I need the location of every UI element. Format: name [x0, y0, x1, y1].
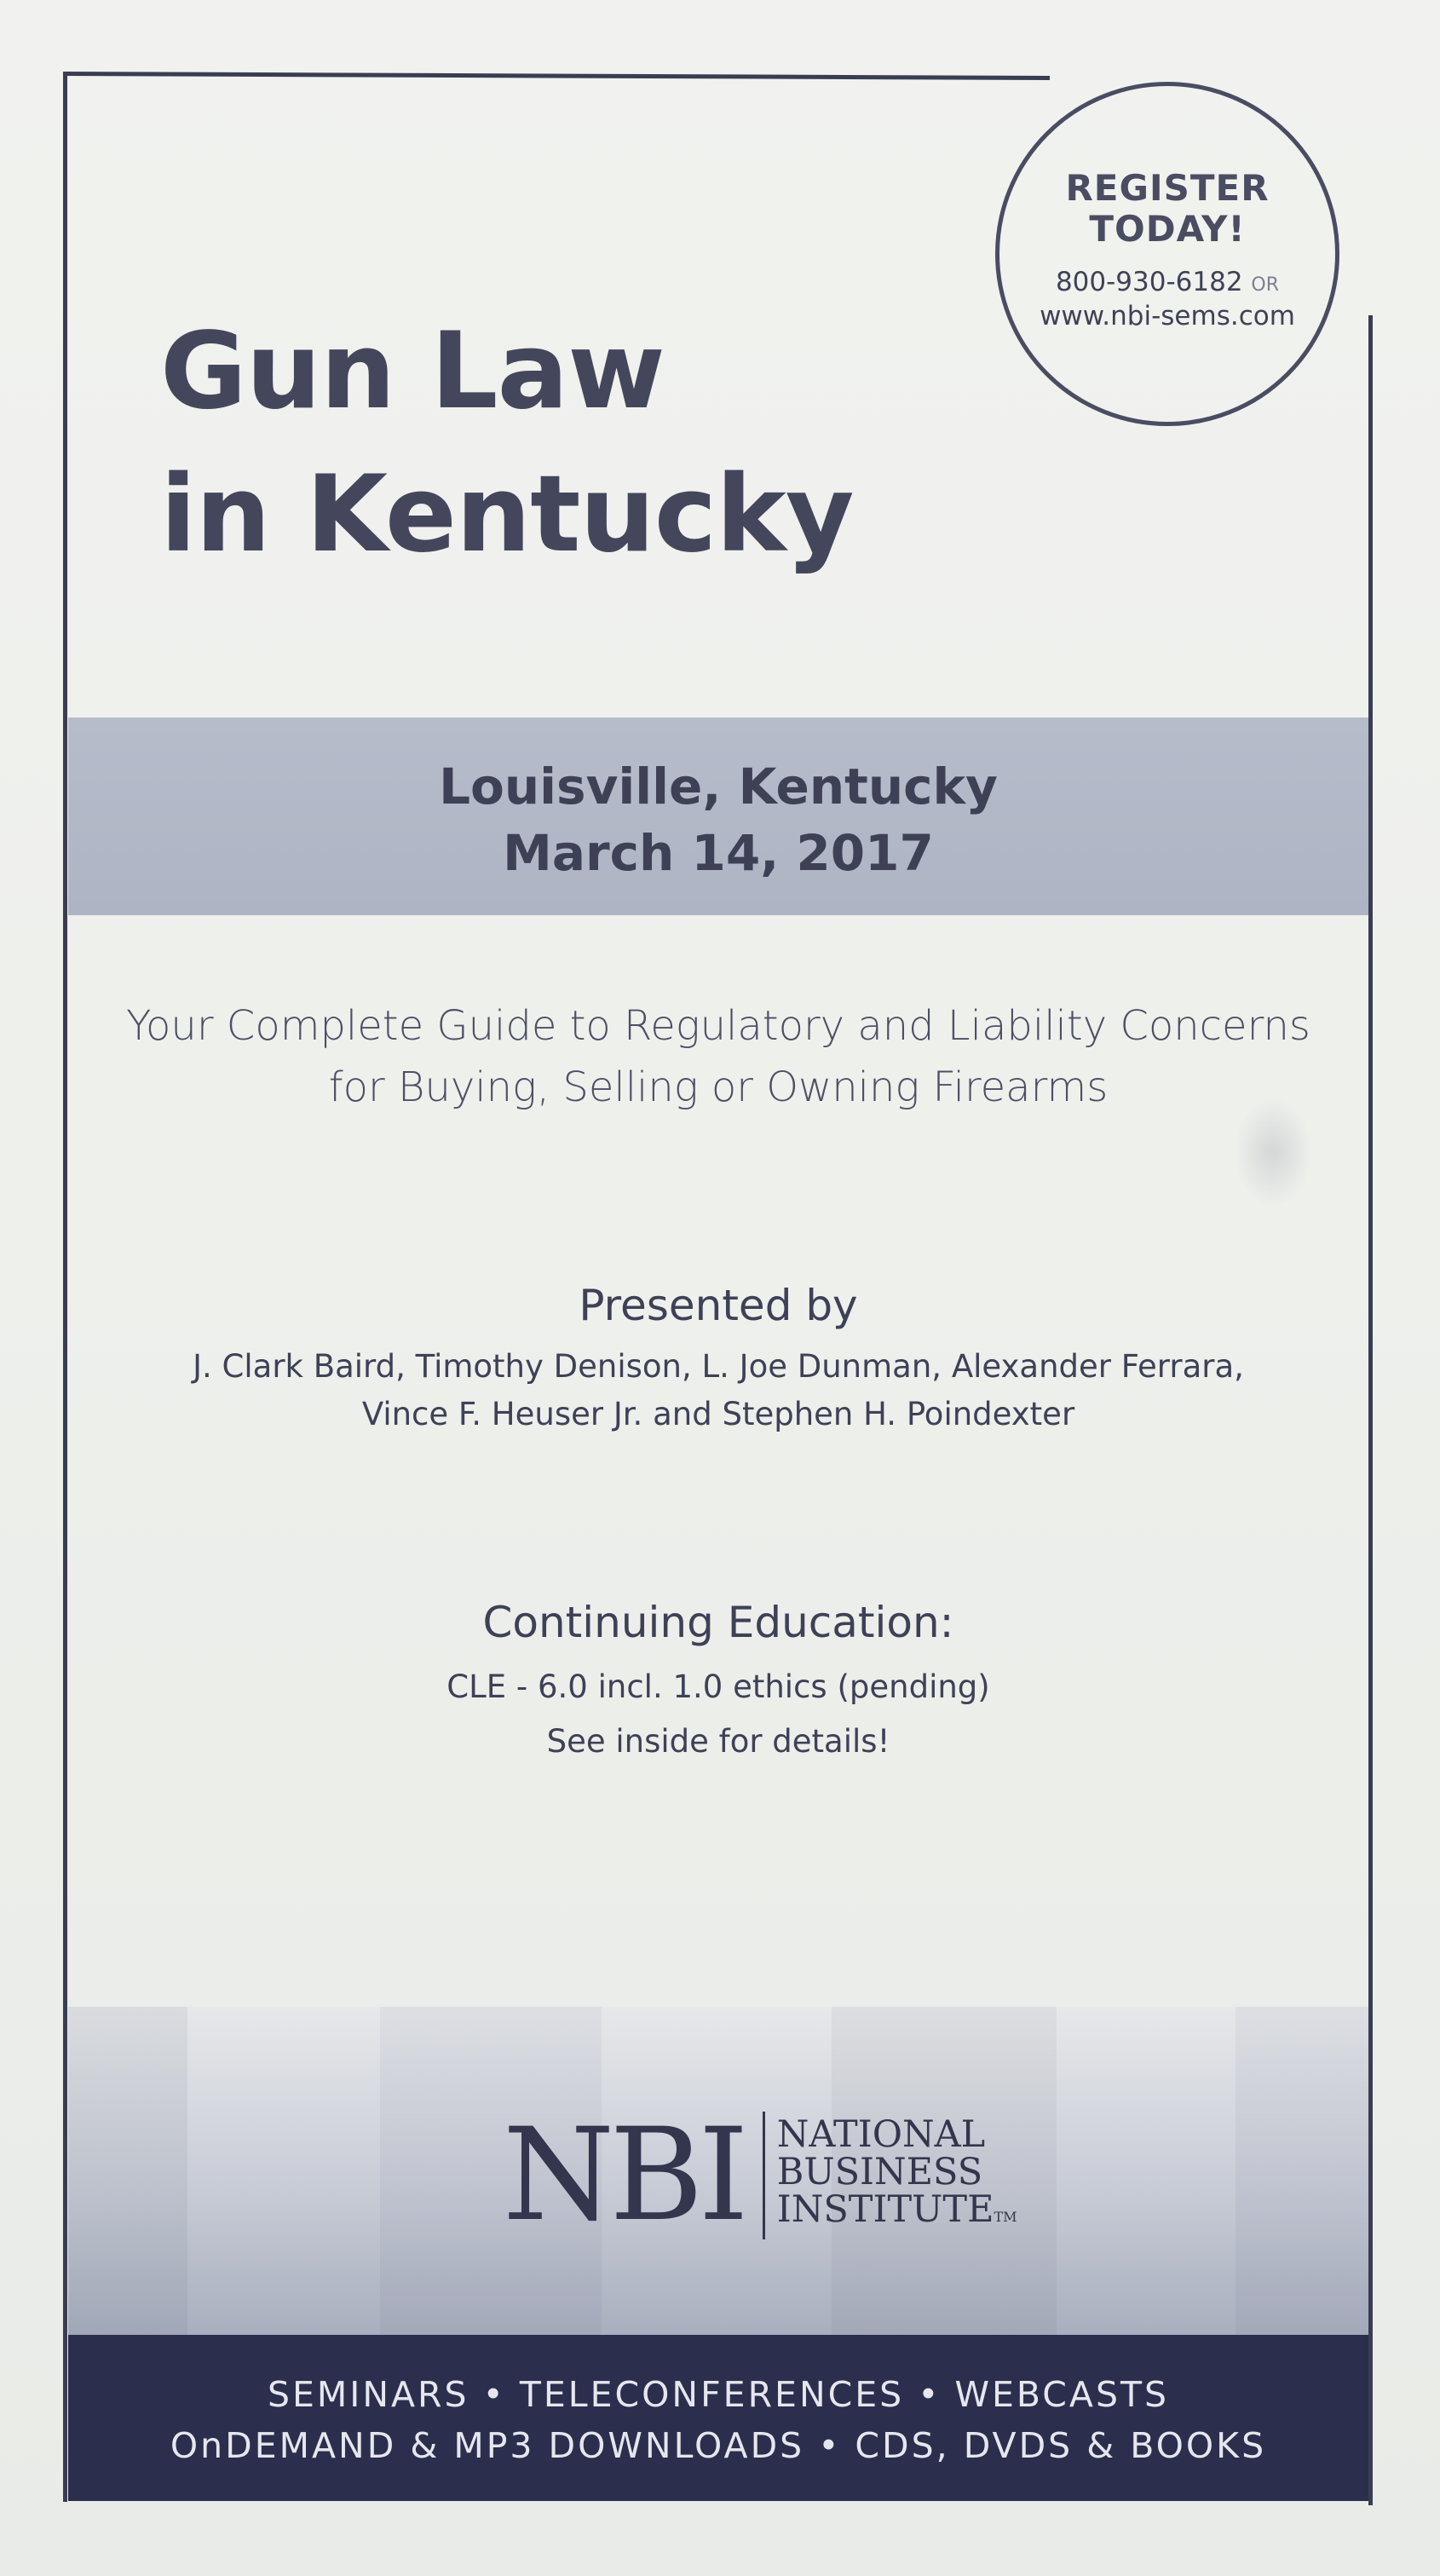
presenter-names [68, 1343, 1368, 1438]
subtitle-line1: Your Complete Guide to Regulatory and Liability Concerns [126, 1002, 1310, 1050]
logo-word-institute: INSTITUTE [776, 2187, 994, 2231]
continuing-education-details [68, 1660, 1368, 1769]
footer-line2: OnDEMAND & MP3 DOWNLOADS • CDS, DVDS & BOOKS [170, 2425, 1267, 2466]
event-date: March 14, 2017 [503, 824, 934, 882]
subtitle-line2: for Buying, Selling or Owning Firearms [328, 1063, 1109, 1111]
register-title [999, 168, 1335, 250]
register-phone: 800-930-6182 [1055, 267, 1243, 297]
trademark-mark: TM [994, 2208, 1017, 2225]
brochure-subtitle [68, 995, 1368, 1118]
nbi-logo-wordmark [776, 2112, 1017, 2236]
continuing-education-heading: Continuing Education: [482, 1598, 954, 1647]
title-line2: in Kentucky [160, 453, 854, 576]
panel-stripe [68, 2007, 187, 2335]
logo-word-business: BUSINESS [776, 2150, 983, 2193]
frame-right-border [1368, 315, 1373, 2505]
register-or: OR [1251, 274, 1280, 296]
footer-line1: SEMINARS • TELECONFERENCES • WEBCASTS [267, 2374, 1170, 2415]
register-phone-line [999, 267, 1335, 297]
presented-by-heading: Presented by [579, 1281, 858, 1330]
nbi-logo-mark: NBI [503, 2101, 744, 2250]
see-inside-note: See inside for details! [546, 1723, 890, 1760]
nbi-logo [503, 2101, 1017, 2250]
brochure-title [160, 300, 854, 586]
register-today-badge [995, 82, 1339, 426]
logo-word-national: NATIONAL [776, 2112, 986, 2156]
presenters-line1: J. Clark Baird, Timothy Denison, L. Joe Dunman, Alexander Ferrara, [193, 1348, 1244, 1385]
title-line1: Gun Law [160, 310, 665, 433]
register-title-line1: REGISTER [1065, 167, 1270, 209]
register-title-line2: TODAY! [1089, 208, 1246, 250]
frame-left-border [63, 73, 67, 2502]
logo-panel [68, 2007, 1368, 2335]
presenters-line2: Vince F. Heuser Jr. and Stephen H. Poindexter [361, 1396, 1075, 1432]
logo-divider [763, 2112, 765, 2239]
register-website: www.nbi-sems.com [1040, 301, 1295, 331]
cle-credits: CLE - 6.0 incl. 1.0 ethics (pending) [446, 1668, 990, 1705]
event-band [68, 717, 1368, 915]
footer-bar [68, 2335, 1368, 2501]
panel-stripe [1236, 2007, 1368, 2335]
event-info [68, 753, 1368, 886]
event-location: Louisville, Kentucky [439, 758, 998, 815]
